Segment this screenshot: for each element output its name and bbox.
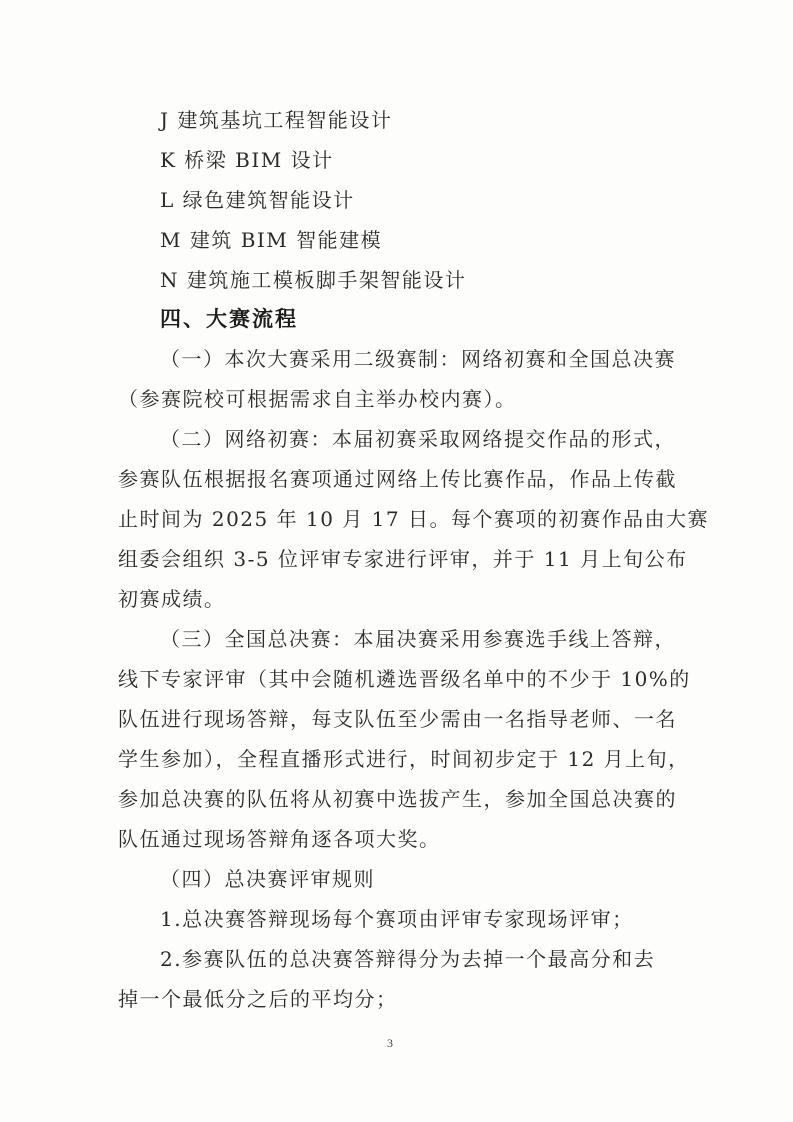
paragraph-line: 队伍进行现场答辩，每支队伍至少需由一名指导老师、一名 [118, 707, 677, 731]
paragraph-line: 队伍通过现场答辩角逐各项大奖。 [118, 827, 441, 851]
subsection-title: （四）总决赛评审规则 [160, 867, 375, 891]
list-item: J 建筑基坑工程智能设计 [160, 108, 393, 132]
rule-line: 掉一个最低分之后的平均分； [118, 987, 398, 1011]
paragraph-line: （参赛院校可根据需求自主举办校内赛）。 [118, 387, 517, 411]
paragraph-line: 初赛成绩。 [118, 587, 226, 611]
paragraph-line: 止时间为 2025 年 10 月 17 日。每个赛项的初赛作品由大赛 [118, 507, 709, 531]
paragraph-line: 组委会组织 3-5 位评审专家进行评审，并于 11 月上旬公布 [118, 547, 688, 571]
paragraph-line: 参赛队伍根据报名赛项通过网络上传比赛作品，作品上传截 [118, 467, 677, 491]
paragraph-line: （三）全国总决赛：本届决赛采用参赛选手线上答辩， [160, 627, 676, 651]
paragraph-line: （一）本次大赛采用二级赛制：网络初赛和全国总决赛 [160, 347, 676, 371]
paragraph-line: 参加总决赛的队伍将从初赛中选拔产生，参加全国总决赛的 [118, 787, 677, 811]
paragraph-line: 学生参加），全程直播形式进行，时间初步定于 12 月上旬， [118, 747, 690, 771]
section-heading: 四、大赛流程 [160, 307, 298, 331]
rule-line: 2.参赛队伍的总决赛答辩得分为去掉一个最高分和去 [160, 947, 656, 971]
page-number: 3 [387, 1036, 393, 1050]
list-item: K 桥梁 BIM 设计 [160, 148, 334, 172]
paragraph-line: 线下专家评审（其中会随机遴选晋级名单中的不少于 10%的 [118, 667, 691, 691]
rule-line: 1.总决赛答辩现场每个赛项由评审专家现场评审； [160, 907, 634, 931]
list-item: N 建筑施工模板脚手架智能设计 [160, 268, 467, 292]
list-item: M 建筑 BIM 智能建模 [160, 228, 383, 252]
list-item: L 绿色建筑智能设计 [160, 188, 355, 212]
paragraph-line: （二）网络初赛：本届初赛采取网络提交作品的形式， [160, 427, 676, 451]
